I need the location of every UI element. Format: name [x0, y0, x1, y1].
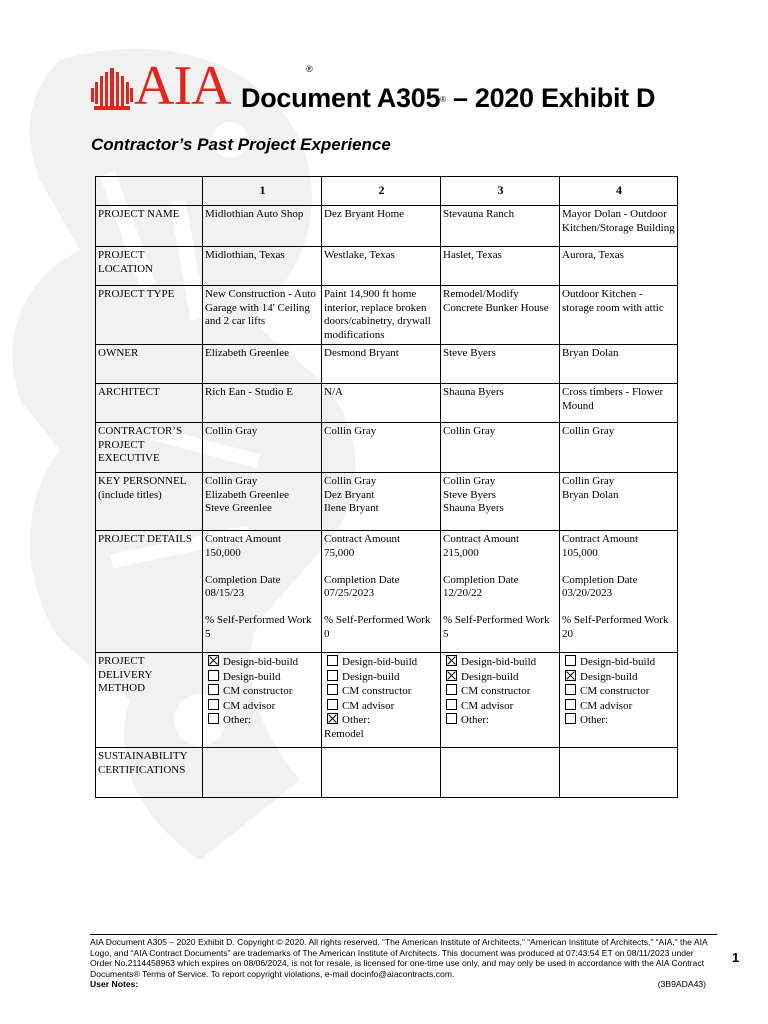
completion-date-label: Completion Date: [562, 573, 638, 586]
column-header: 3: [441, 177, 560, 206]
delivery-option-label: CM advisor: [580, 699, 633, 712]
page-number: 1: [732, 950, 740, 965]
table-cell: Collin Gray: [560, 423, 678, 473]
delivery-option: [443, 655, 558, 670]
delivery-option-label: CM advisor: [223, 699, 276, 712]
completion-date-label: Completion Date: [443, 573, 519, 586]
checkbox-checked-icon[interactable]: [565, 670, 576, 681]
checkbox-checked-icon[interactable]: [446, 670, 457, 681]
delivery-option: [443, 670, 558, 685]
delivery-option-label: CM constructor: [580, 685, 650, 697]
table-cell: Stevauna Ranch: [441, 206, 560, 247]
row-label-architect: ARCHITECT: [96, 384, 203, 423]
delivery-option-label: Other:: [461, 714, 490, 726]
row-label-delivery-method: PROJECT DELIVERY METHOD: [96, 653, 203, 748]
delivery-method-cell: [560, 653, 678, 748]
self-performed-label: % Self-Performed Work: [205, 614, 312, 626]
checkbox-empty-icon[interactable]: [327, 670, 338, 681]
table-cell: Outdoor Kitchen - storage room with attic: [560, 286, 678, 345]
row-label-project-name: PROJECT NAME: [96, 206, 203, 247]
column-header: 2: [322, 177, 441, 206]
table-cell: Haslet, Texas: [441, 247, 560, 286]
delivery-other-text: Remodel: [324, 727, 364, 740]
document-title: [241, 82, 655, 114]
delivery-option: [205, 655, 320, 670]
doc-title-reg: ®: [440, 95, 446, 104]
table-cell: [322, 531, 441, 653]
table-row: [96, 345, 678, 384]
table-cell: Remodel/Modify Concrete Bunker House: [441, 286, 560, 345]
contract-amount-label: Contract Amount: [324, 533, 401, 545]
row-label-sustainability: SUSTAINABILITY CERTIFICATIONS: [96, 748, 203, 798]
delivery-option: [205, 670, 320, 685]
table-cell: [560, 531, 678, 653]
header-empty-cell: [96, 177, 203, 206]
doc-title-suffix: – 2020 Exhibit D: [445, 83, 656, 113]
completion-date-value: 12/20/22: [443, 587, 483, 599]
contract-amount-label: Contract Amount: [562, 533, 639, 545]
personnel-list: Collin Gray Steve Byers Shauna Byers: [443, 475, 504, 514]
completion-date-value: 08/15/23: [205, 587, 245, 599]
doc-title-main: Document A305: [241, 83, 441, 113]
self-performed-value: 5: [205, 627, 211, 640]
delivery-option: [562, 699, 676, 714]
page-subtitle: Contractor’s Past Project Experience: [91, 135, 391, 154]
delivery-option-label: Design-bid-build: [223, 656, 299, 668]
checkbox-empty-icon[interactable]: [565, 655, 576, 666]
delivery-option-label: Design-bid-build: [342, 656, 418, 668]
table-cell: Collin Gray: [441, 423, 560, 473]
self-performed-label: % Self-Performed Work: [562, 614, 669, 626]
table-row: [96, 247, 678, 286]
key-personnel-note: (include titles): [98, 488, 162, 501]
table-cell: Rich Ean - Studio E: [203, 384, 322, 423]
contract-amount-value: 150,000: [205, 546, 241, 559]
self-performed-value: 5: [443, 627, 449, 640]
personnel-list: Collin Gray Bryan Dolan: [562, 475, 619, 501]
personnel-list: Collin Gray Dez Bryant Ilene Bryant: [324, 475, 379, 514]
aia-logo-text: AIA: [134, 55, 231, 117]
delivery-method-cell: [322, 653, 441, 748]
table-cell: Dez Bryant Home: [322, 206, 441, 247]
aia-eagle-logo-icon: [90, 66, 134, 112]
contract-amount-label: Contract Amount: [205, 533, 282, 545]
delivery-option: [205, 684, 320, 699]
table-cell: Midlothian, Texas: [203, 247, 322, 286]
table-row: [96, 748, 678, 798]
delivery-option: [562, 655, 676, 670]
table-cell: New Construction - Auto Garage with 14' Ceiling and 2 car lifts: [203, 286, 322, 345]
column-header: 4: [560, 177, 678, 206]
table-row: [96, 206, 678, 247]
delivery-option-label: CM constructor: [461, 685, 531, 697]
delivery-option: [443, 699, 558, 714]
table-cell: Shauna Byers: [441, 384, 560, 423]
completion-date-value: 07/25/2023: [324, 587, 375, 599]
delivery-option: [443, 684, 558, 699]
checkbox-empty-icon[interactable]: [327, 655, 338, 666]
delivery-option-label: Design-build: [342, 670, 400, 683]
self-performed-label: % Self-Performed Work: [443, 614, 550, 626]
column-header: 1: [203, 177, 322, 206]
table-cell: Steve Byers: [441, 345, 560, 384]
row-label-project-details: PROJECT DETAILS: [96, 531, 203, 653]
checkbox-empty-icon[interactable]: [208, 670, 219, 681]
self-performed-label: % Self-Performed Work: [324, 614, 431, 626]
table-cell: [441, 531, 560, 653]
row-label-key-personnel: [96, 473, 203, 531]
row-label-project-executive: CONTRACTOR’S PROJECT EXECUTIVE: [96, 423, 203, 473]
checkbox-empty-icon[interactable]: [565, 713, 576, 724]
delivery-option: [324, 655, 439, 670]
contract-amount-value: 105,000: [562, 546, 598, 559]
key-personnel-label: KEY PERSONNEL: [98, 475, 187, 487]
delivery-option-label: Design-build: [580, 670, 638, 683]
table-cell: [203, 531, 322, 653]
table-cell: N/A: [322, 384, 441, 423]
checkbox-checked-icon[interactable]: [327, 713, 338, 724]
table-header-row: [96, 177, 678, 206]
checkbox-empty-icon[interactable]: [327, 699, 338, 710]
self-performed-value: 0: [324, 627, 330, 640]
row-label-owner: OWNER: [96, 345, 203, 384]
table-cell: [203, 473, 322, 531]
contract-amount-value: 75,000: [324, 546, 355, 559]
delivery-option: [324, 713, 439, 728]
delivery-option-label: CM advisor: [342, 699, 395, 712]
personnel-list: Collin Gray Elizabeth Greenlee Steve Greenlee: [205, 475, 289, 514]
delivery-method-cell: [441, 653, 560, 748]
delivery-option-label: Design-build: [223, 670, 281, 683]
delivery-option-label: CM constructor: [223, 685, 293, 697]
row-label-project-type: PROJECT TYPE: [96, 286, 203, 345]
checkbox-empty-icon[interactable]: [446, 699, 457, 710]
delivery-option-label: Design-build: [461, 670, 519, 683]
document-code: (3B9ADA43): [657, 979, 706, 989]
table-cell: Midlothian Auto Shop: [203, 206, 322, 247]
table-cell: Collin Gray: [203, 423, 322, 473]
checkbox-empty-icon[interactable]: [446, 684, 457, 695]
table-row: [96, 423, 678, 473]
user-notes-label: User Notes:: [90, 979, 139, 989]
table-cell: Aurora, Texas: [560, 247, 678, 286]
copyright-notice: AIA Document A305 – 2020 Exhibit D. Copyright © 2020. All rights reserved. “The American Institute of Architects,” “American Institute of Architects,” “AIA,” the AIA Logo, and “AIA Contract Documents” are trademarks of The American Institute of Architects. This document was produced at 07:43:54 ET on 08/11/2023 under Order No.2114458963 which expires on 08/06/2024, is not for resale, is licensed for one-time use only, and may only be used in accordance with the AIA Contract Documents® Terms of Service. To report copyright violations, e-mail docinfo@aiacontracts.com.: [90, 937, 708, 979]
delivery-option-label: Other:: [223, 714, 252, 726]
table-cell: [203, 748, 322, 798]
delivery-option: [562, 670, 676, 685]
checkbox-empty-icon[interactable]: [446, 713, 457, 724]
checkbox-checked-icon[interactable]: [446, 655, 457, 666]
contract-amount-label: Contract Amount: [443, 533, 520, 545]
table-cell: Westlake, Texas: [322, 247, 441, 286]
table-row: [96, 286, 678, 345]
checkbox-empty-icon[interactable]: [327, 684, 338, 695]
delivery-option: [324, 699, 439, 714]
table-cell: [441, 748, 560, 798]
table-cell: Collin Gray: [322, 423, 441, 473]
table-row: [96, 531, 678, 653]
delivery-method-cell: [203, 653, 322, 748]
completion-date-label: Completion Date: [324, 573, 400, 586]
delivery-option: [324, 670, 439, 685]
checkbox-empty-icon[interactable]: [208, 684, 219, 695]
checkbox-empty-icon[interactable]: [565, 684, 576, 695]
delivery-option-label: Design-bid-build: [461, 656, 537, 668]
delivery-option: [205, 699, 320, 714]
project-experience-table: [95, 176, 678, 798]
delivery-option-label: Design-bid-build: [580, 656, 656, 668]
table-cell: Elizabeth Greenlee: [203, 345, 322, 384]
row-label-project-location: PROJECT LOCATION: [96, 247, 203, 286]
table-row: [96, 473, 678, 531]
table-cell: Cross timbers - Flower Mound: [560, 384, 678, 423]
delivery-option-label: CM advisor: [461, 699, 514, 712]
table-cell: [560, 748, 678, 798]
checkbox-empty-icon[interactable]: [208, 713, 219, 724]
table-cell: [441, 473, 560, 531]
footer-divider: [90, 934, 717, 935]
registered-mark: ®: [306, 64, 313, 74]
table-cell: Mayor Dolan - Outdoor Kitchen/Storage Building: [560, 206, 678, 247]
completion-date-label: Completion Date: [205, 573, 281, 586]
checkbox-checked-icon[interactable]: [208, 655, 219, 666]
table-row: [96, 653, 678, 748]
delivery-option: [562, 684, 676, 699]
table-cell: [322, 748, 441, 798]
delivery-option-label: Other:: [342, 714, 371, 726]
self-performed-value: 20: [562, 627, 573, 640]
checkbox-empty-icon[interactable]: [208, 699, 219, 710]
table-cell: Desmond Bryant: [322, 345, 441, 384]
delivery-option-label: CM constructor: [342, 685, 412, 697]
table-cell: [560, 473, 678, 531]
completion-date-value: 03/20/2023: [562, 587, 613, 599]
table-cell: [322, 473, 441, 531]
checkbox-empty-icon[interactable]: [565, 699, 576, 710]
delivery-option: [324, 684, 439, 699]
delivery-option: [562, 713, 676, 728]
delivery-option: [443, 713, 558, 728]
delivery-option-label: Other:: [580, 714, 609, 726]
table-cell: Paint 14,900 ft home interior, replace broken doors/cabinetry, drywall modifications: [322, 286, 441, 345]
contract-amount-value: 215,000: [443, 546, 479, 559]
delivery-option: [205, 713, 320, 728]
table-cell: Bryan Dolan: [560, 345, 678, 384]
table-row: [96, 384, 678, 423]
